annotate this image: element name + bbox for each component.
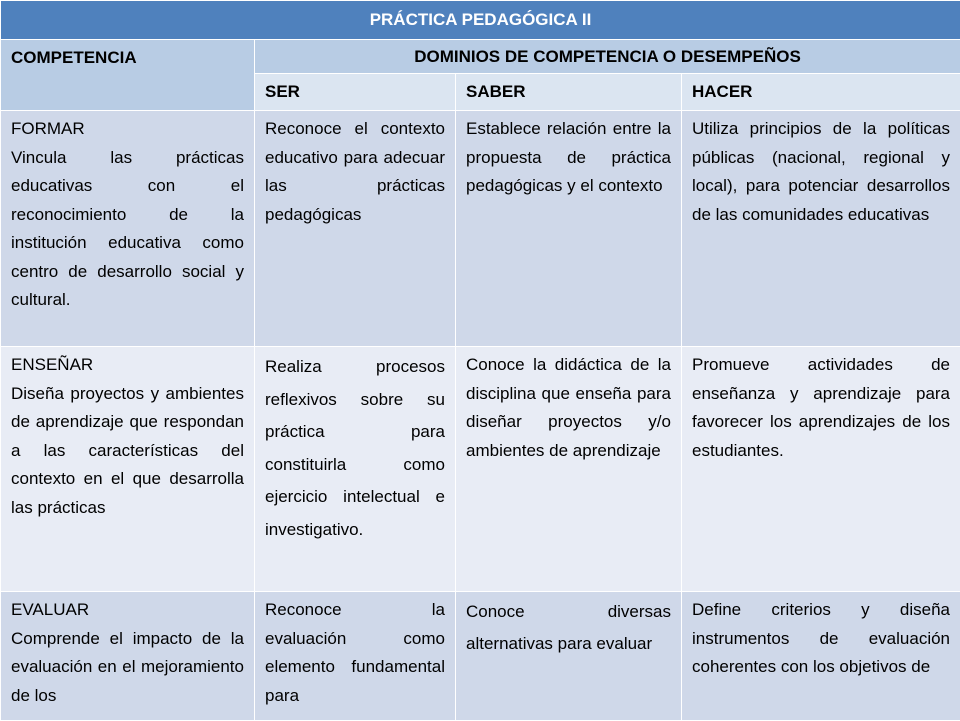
table-row bbox=[1, 111, 960, 347]
hacer-cell: Define criterios y diseña instrumentos de evaluación coherentes con los objetivos de bbox=[682, 592, 960, 721]
ser-cell: Realiza procesos reflexivos sobre su práctica para constituirla como ejercicio intelectual e investigativo. bbox=[255, 347, 456, 592]
ser-cell: Reconoce la evaluación como elemento fundamental para bbox=[255, 592, 456, 721]
table-row bbox=[1, 347, 960, 592]
header-dominios: DOMINIOS DE COMPETENCIA O DESEMPEÑOS bbox=[255, 40, 960, 74]
competencia-text: Vincula las prácticas educativas con el reconocimiento de la institución educativa como centro de desarrollo social y cultural. bbox=[11, 148, 244, 310]
header-hacer: HACER bbox=[682, 74, 960, 111]
competencia-title: EVALUAR bbox=[11, 596, 244, 625]
saber-cell: Conoce la didáctica de la disciplina que enseña para diseñar proyectos y/o ambientes de aprendizaje bbox=[456, 347, 682, 592]
competencia-text: Diseña proyectos y ambientes de aprendizaje que respondan a las características del contexto en el que desarrolla las prácticas bbox=[11, 384, 244, 517]
competencia-cell bbox=[1, 347, 255, 592]
competencia-title: ENSEÑAR bbox=[11, 351, 244, 380]
header-competencia: COMPETENCIA bbox=[1, 40, 255, 111]
hacer-cell: Utiliza principios de la políticas públicas (nacional, regional y local), para potenciar desarrollos de las comunidades educativas bbox=[682, 111, 960, 347]
hacer-cell: Promueve actividades de enseñanza y aprendizaje para favorecer los aprendizajes de los estudiantes. bbox=[682, 347, 960, 592]
competencia-cell bbox=[1, 592, 255, 721]
table-title: PRÁCTICA PEDAGÓGICA II bbox=[1, 1, 960, 40]
competencia-title: FORMAR bbox=[11, 115, 244, 144]
header-saber: SABER bbox=[456, 74, 682, 111]
table-row bbox=[1, 592, 960, 721]
saber-cell: Conoce diversas alternativas para evaluar bbox=[456, 592, 682, 721]
ser-cell: Reconoce el contexto educativo para adecuar las prácticas pedagógicas bbox=[255, 111, 456, 347]
competencia-text: Comprende el impacto de la evaluación en el mejoramiento de los bbox=[11, 629, 244, 705]
saber-cell: Establece relación entre la propuesta de práctica pedagógicas y el contexto bbox=[456, 111, 682, 347]
competencia-cell bbox=[1, 111, 255, 347]
header-ser: SER bbox=[255, 74, 456, 111]
